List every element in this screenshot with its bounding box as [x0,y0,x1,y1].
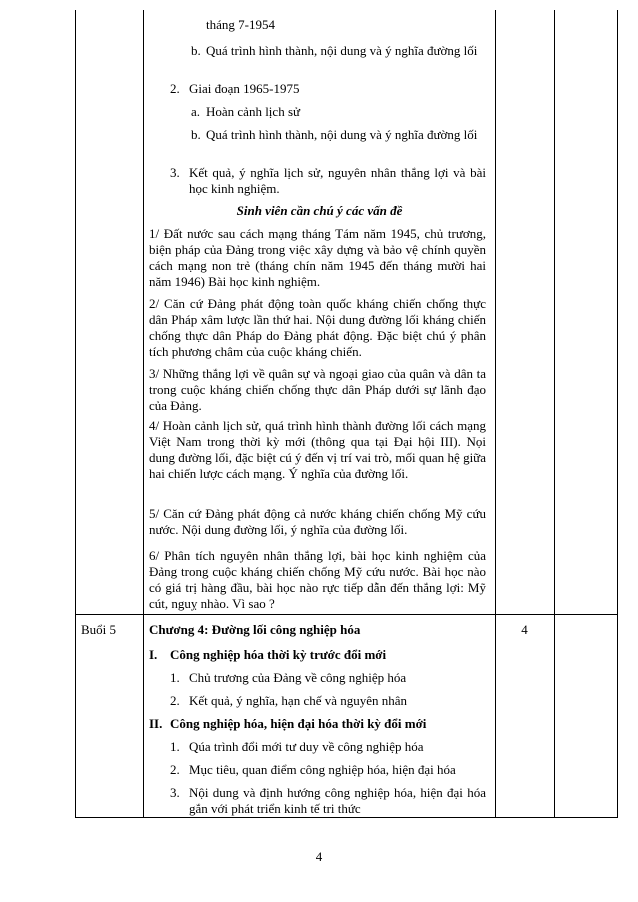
item-num: a. [191,104,201,119]
notes-heading: Sinh viên cần chú ý các vấn đề [236,203,403,218]
note-paragraph: 4/ Hoàn cảnh lịch sử, quá trình hình thành đường lối cách mạng Việt Nam trong thời kỳ mới (thông qua tại Đại hội III). Nọi dung đường lối, đặc biệt cú ý đến vị trí vai trò, mối quan hệ giữa hai chiến lược cách mạng. Ý nghĩa của đường lối. [149,418,486,481]
section-num: I. [149,647,158,662]
section-num: II. [149,716,163,731]
item-text: Qúa trình đổi mới tư duy về công nghiệp hóa [189,739,424,754]
note-paragraph: 5/ Căn cứ Đảng phát động cả nước kháng chiến chống Mỹ cứu nước. Nội dung đường lối, ý nghĩa của đường lối. [149,506,486,537]
column-divider-3 [554,10,555,818]
table-border-left [75,10,76,818]
section-title: Công nghiệp hóa, hiện đại hóa thời kỳ đổi mới [170,716,427,731]
session-hours: 4 [521,622,528,637]
column-divider-1 [143,10,144,818]
item-num: 3. [170,165,180,180]
item-text: Hoàn cảnh lịch sử [206,104,301,119]
item-num: 1. [170,670,180,685]
item-num: 3. [170,785,180,800]
item-num: b. [191,43,201,58]
item-text: Quá trình hình thành, nội dung và ý nghĩa đường lối [206,127,478,142]
item-num: 2. [170,762,180,777]
item-num: 1. [170,739,180,754]
item-num: b. [191,127,201,142]
row-divider [75,614,618,615]
item-text: Chủ trương của Đảng về công nghiệp hóa [189,670,407,685]
note-paragraph: 6/ Phân tích nguyên nhân thắng lợi, bài học kinh nghiệm của Đảng trong cuộc kháng chiến chống Mỹ cứu nước. Bài học nào có giá trị hàng đầu, bài học nào rực tiếp dẫn đến thắng lợi: Mỹ cút, nguỵ nhào. Vì sao ? [149,548,486,611]
chapter-title: Chương 4: Đường lối công nghiệp hóa [149,622,361,637]
session-label: Buổi 5 [81,622,117,637]
item-num: 2. [170,81,180,96]
table-border-bottom [75,817,618,818]
item-continuation: tháng 7-1954 [206,17,275,32]
note-paragraph: 1/ Đất nước sau cách mạng tháng Tám năm 1945, chủ trương, biện pháp của Đảng trong việc xây dựng và bảo vệ chính quyền cách mạng non trẻ (tháng chín năm 1945 đến tháng mười hai năm 1946) Bài học kinh nghiệm. [149,226,486,289]
item-text: Giai đoạn 1965-1975 [189,81,300,96]
column-divider-2 [495,10,496,818]
item-text: Kết quả, ý nghĩa, hạn chế và nguyên nhân [189,693,408,708]
item-text: Nội dung và định hướng công nghiệp hóa, hiện đại hóa gắn với phát triển kinh tế tri thức [189,785,486,816]
item-text: Kết quả, ý nghĩa lịch sử, nguyên nhân thắng lợi và bài học kinh nghiệm. [189,165,486,196]
item-text: Mục tiêu, quan điểm công nghiệp hóa, hiện đại hóa [189,762,456,777]
note-paragraph: 2/ Căn cứ Đảng phát động toàn quốc kháng chiến chống thực dân Pháp xâm lược lần thứ hai. Nội dung đường lối kháng chiến chống thực dân Pháp do Đảng phát động. Đặc biệt chú ý phân tích phương châm của cuộc kháng chiến. [149,296,486,359]
note-paragraph: 3/ Những thắng lợi về quân sự và ngoại giao của quân và dân ta trong cuộc kháng chiến chống thực dân Pháp dưới sự lãnh đạo của Đảng. [149,366,486,413]
section-title: Công nghiệp hóa thời kỳ trước đổi mới [170,647,387,662]
item-num: 2. [170,693,180,708]
page-number: 4 [315,849,323,864]
table-border-right [617,10,618,818]
item-text: Quá trình hình thành, nội dung và ý nghĩa đường lối [206,43,478,58]
